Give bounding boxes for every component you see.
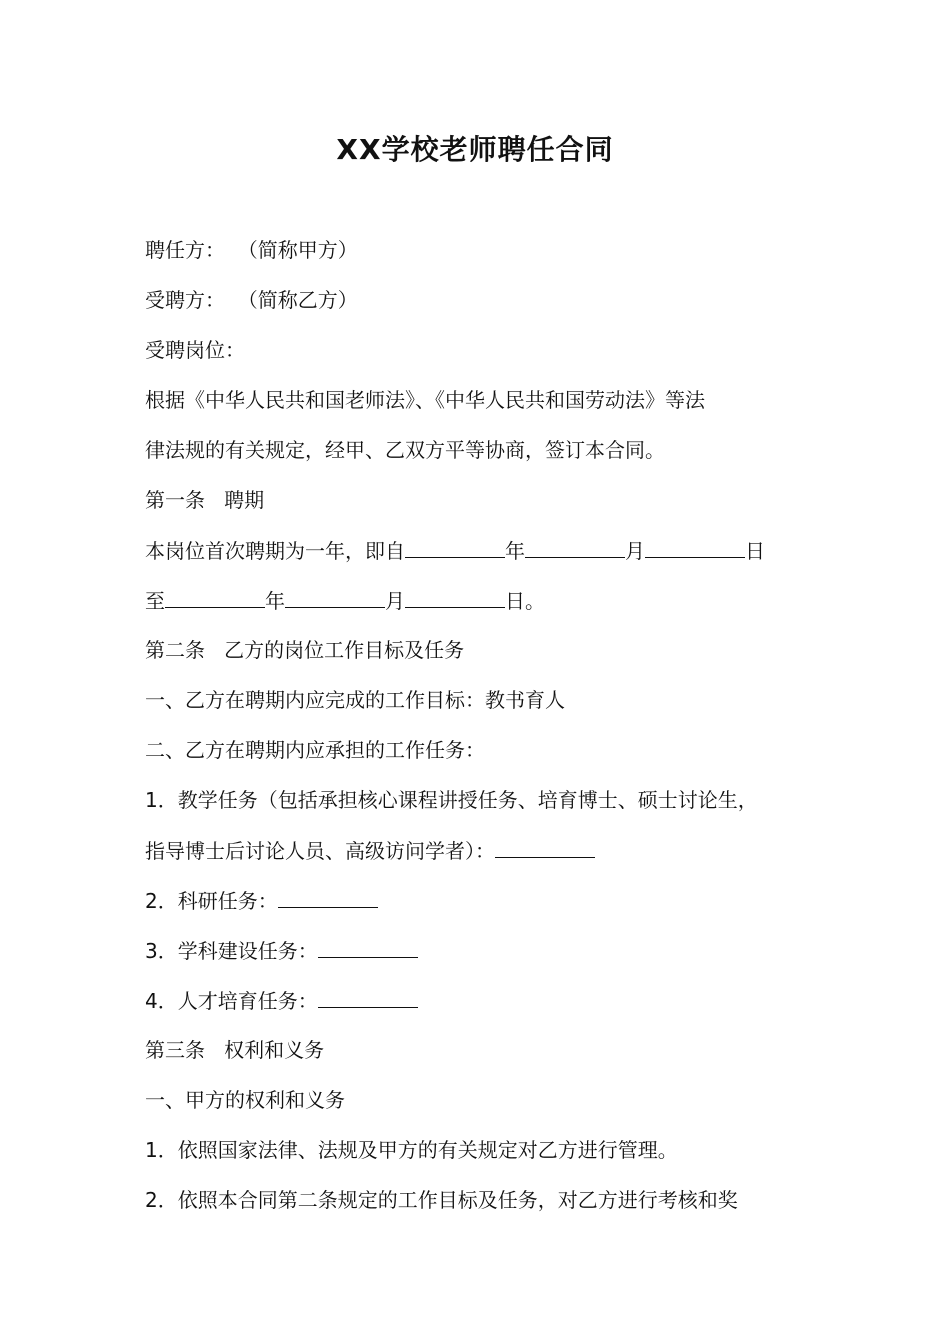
article-1-heading: 第一条 聘期 xyxy=(145,488,265,512)
month-label: 月 xyxy=(625,539,645,563)
term-end-text: 至 xyxy=(145,589,165,613)
month-label: 月 xyxy=(385,589,405,613)
party-a-rights-heading: 一、甲方的权利和义务 xyxy=(145,1088,345,1112)
party-a-right-1: 1．依照国家法律、法规及甲方的有关规定对乙方进行管理。 xyxy=(145,1138,678,1162)
talent-task-line xyxy=(145,985,418,1016)
research-task-blank xyxy=(278,885,378,908)
discipline-task-text: 3．学科建设任务： xyxy=(145,939,318,963)
start-year-blank xyxy=(405,535,505,558)
preamble-line-1: 根据《中华人民共和国老师法》、《中华人民共和国劳动法》等法 xyxy=(145,388,705,412)
end-month-blank xyxy=(285,585,385,608)
day-label: 日 xyxy=(745,539,765,563)
start-month-blank xyxy=(525,535,625,558)
term-start-text: 本岗位首次聘期为一年，即自 xyxy=(145,539,405,563)
position-line: 受聘岗位： xyxy=(145,338,245,362)
discipline-task-line xyxy=(145,935,418,966)
preamble-line-2: 律法规的有关规定，经甲、乙双方平等协商，签订本合同。 xyxy=(145,438,665,462)
document-title: XX学校老师聘任合同 xyxy=(336,133,614,166)
teaching-task-line-1: 1．教学任务（包括承担核心课程讲授任务、培育博士、硕士讨论生， xyxy=(145,788,758,812)
article-3-heading: 第三条 权利和义务 xyxy=(145,1038,325,1062)
start-day-blank xyxy=(645,535,745,558)
discipline-task-blank xyxy=(318,935,418,958)
party-a-right-2: 2．依照本合同第二条规定的工作目标及任务，对乙方进行考核和奖 xyxy=(145,1188,738,1212)
party-b-line: 受聘方： （简称乙方） xyxy=(145,288,358,312)
research-task-text: 2．科研任务： xyxy=(145,889,278,913)
talent-task-blank xyxy=(318,985,418,1008)
end-year-blank xyxy=(165,585,265,608)
party-a-line: 聘任方： （简称甲方） xyxy=(145,238,358,262)
work-task-line: 二、乙方在聘期内应承担的工作任务： xyxy=(145,738,485,762)
term-start-line xyxy=(145,535,765,566)
year-label: 年 xyxy=(265,589,285,613)
teaching-task-text: 指导博士后讨论人员、高级访问学者）： xyxy=(145,839,495,863)
research-task-line xyxy=(145,885,378,916)
year-label: 年 xyxy=(505,539,525,563)
teaching-task-blank xyxy=(495,835,595,858)
work-goal-line: 一、乙方在聘期内应完成的工作目标：教书育人 xyxy=(145,688,565,712)
end-day-blank xyxy=(405,585,505,608)
article-2-heading: 第二条 乙方的岗位工作目标及任务 xyxy=(145,638,465,662)
talent-task-text: 4．人才培育任务： xyxy=(145,989,318,1013)
term-end-line xyxy=(145,585,545,616)
teaching-task-line-2 xyxy=(145,835,595,866)
day-label: 日。 xyxy=(505,589,545,613)
